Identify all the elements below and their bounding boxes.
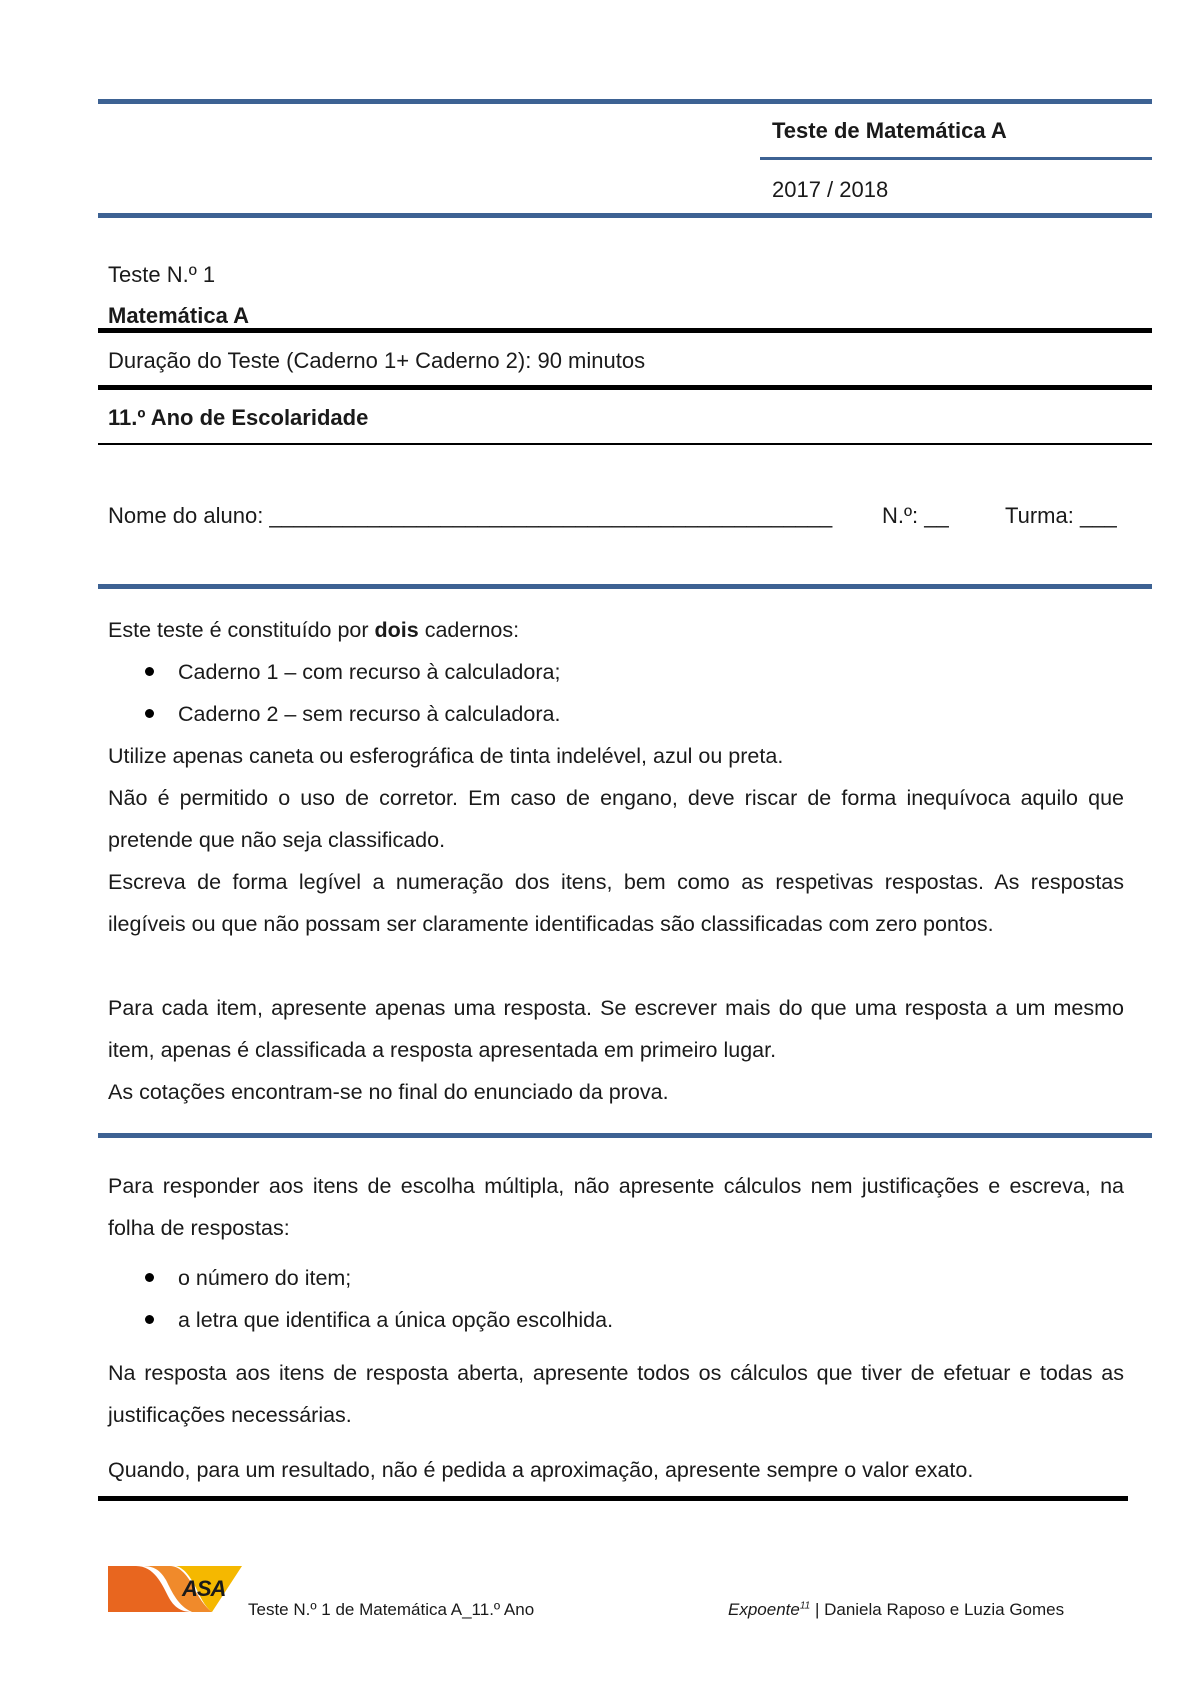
legible-paragraph: Escreva de forma legível a numeração dos itens, bem como as respetivas respostas. As respostas ilegíveis ou que não possam ser claramente identificadas são classificadas com zero pontos. [108, 870, 1124, 936]
list-item [145, 1257, 351, 1299]
list-item-text: Caderno 2 – sem recurso à calculadora. [178, 702, 561, 726]
test-grade: 11.º Ano de Escolaridade [108, 405, 369, 430]
bullet-icon [145, 1273, 154, 1282]
intro-text: Este teste é constituído por [108, 618, 375, 642]
bullet-icon [145, 709, 154, 718]
footer-authors: | Daniela Raposo e Luzia Gomes [810, 1600, 1065, 1619]
one-answer-paragraph: Para cada item, apresente apenas uma resposta. Se escrever mais do que uma resposta a um mesmo item, apenas é classificada a resposta apresentada em primeiro lugar. [108, 996, 1124, 1062]
test-duration: Duração do Teste (Caderno 1+ Caderno 2): 90 minutos [108, 348, 646, 373]
open-answer-paragraph: Na resposta aos itens de resposta aberta, apresente todos os cálculos que tiver de efetuar e todas as justificações necessárias. [108, 1361, 1124, 1427]
student-name-field: Nome do aluno: ______________________________________________ [108, 503, 833, 528]
pen-paragraph: Utilize apenas caneta ou esferográfica de tinta indelével, azul ou preta. [108, 744, 784, 768]
intro-bold: dois [374, 618, 419, 642]
bullet-icon [145, 1315, 154, 1324]
test-number: Teste N.º 1 [108, 262, 216, 287]
list-item [145, 1299, 613, 1341]
list-item [145, 651, 560, 693]
logo-text: ASA [182, 1576, 226, 1601]
footer-brand: Expoente [728, 1600, 800, 1619]
instructions-rule [98, 1133, 1152, 1138]
multiple-choice-paragraph: Para responder aos itens de escolha múltipla, não apresente cálculos nem justificações e escreva, na folha de respostas: [108, 1174, 1124, 1240]
quotations-paragraph: As cotações encontram-se no final do enunciado da prova. [108, 1080, 669, 1104]
student-class-field: Turma: ___ [1005, 503, 1117, 528]
intro-paragraph [108, 609, 1124, 651]
test-subject: Matemática A [108, 303, 250, 328]
bullet-icon [145, 667, 154, 676]
student-rule [98, 584, 1152, 589]
header-year: 2017 / 2018 [772, 177, 889, 202]
footer-brand-mark: 11 [799, 1600, 811, 1612]
header-divider [760, 157, 1152, 160]
list-item [145, 693, 560, 735]
top-rule [98, 99, 1152, 104]
asa-logo [108, 1566, 242, 1614]
footer-left-text: Teste N.º 1 de Matemática A_11.º Ano [248, 1600, 535, 1619]
exact-value-paragraph: Quando, para um resultado, não é pedida a aproximação, apresente sempre o valor exato. [108, 1458, 974, 1482]
list-item-text: o número do item; [178, 1266, 352, 1290]
intro-text-end: cadernos: [418, 618, 520, 642]
grade-rule [98, 443, 1152, 445]
footer-right-text [728, 1600, 1064, 1620]
bottom-rule [98, 1496, 1128, 1501]
list-item-text: a letra que identifica a única opção escolhida. [178, 1308, 614, 1332]
header-bottom-rule [98, 213, 1152, 218]
header-title: Teste de Matemática A [772, 118, 1007, 143]
corrector-paragraph: Não é permitido o uso de corretor. Em caso de engano, deve riscar de forma inequívoca aquilo que pretende que não seja classificado. [108, 786, 1124, 852]
student-number-field: N.º: __ [882, 503, 949, 528]
duration-rule [98, 385, 1152, 390]
list-item-text: Caderno 1 – com recurso à calculadora; [178, 660, 561, 684]
subject-rule [98, 328, 1152, 333]
